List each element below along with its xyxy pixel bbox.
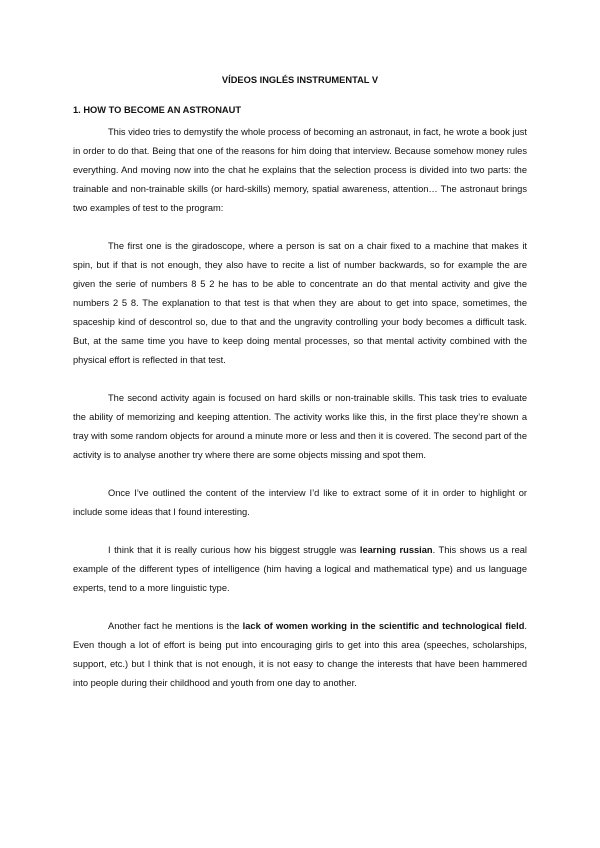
section-heading: 1. HOW TO BECOME AN ASTRONAUT <box>73 105 242 115</box>
paragraph-first-test-text: The first one is the giradoscope, where a person is sat on a chair fixed to a machine that makes it spin, but if that is not enough, they also have to recite a list of number backwards, so for example the are given the serie of numbers 8 5 2 he has to be able to concentrate an do that mental activity and give the numbers 2 5 8. The explanation to that test is that when they are about to get into space, sometimes, the spaceship kind of descontrol so, due to that and the ungravity controlling your body becomes a difficult task. But, at the same time you have to keep doing mental processes, so that mental activity combined with the physical effort is reflected in that test. <box>73 241 527 365</box>
paragraph-women-text-b: . Even though a lot of effort is being put into encouraging girls to get into this area (speeches, scholarships, support, etc.) but I think that is not enough, it is not easy to change the interests that have been hammered into people during their childhood and youth from one day to another. <box>73 621 527 688</box>
paragraph-second-test <box>73 389 527 465</box>
paragraph-russian-text-a: I think that it is really curious how his biggest struggle was <box>108 545 360 555</box>
paragraph-second-test-text: The second activity again is focused on hard skills or non-trainable skills. This task tries to evaluate the ability of memorizing and keeping attention. The activity works like this, in the first place they’re shown a tray with some random objects for around a minute more or less and then it is covered. The second part of the activity is to analyse another try where there are some objects missing and spot them. <box>73 393 527 460</box>
paragraph-outline-text: Once I’ve outlined the content of the interview I’d like to extract some of it in order to highlight or include some ideas that I found interesting. <box>73 488 527 517</box>
paragraph-outline <box>73 484 527 522</box>
document-title: VÍDEOS INGLÉS INSTRUMENTAL V <box>221 75 379 85</box>
paragraph-russian <box>73 541 527 598</box>
paragraph-first-test <box>73 237 527 370</box>
paragraph-russian-bold: learning russian <box>359 545 433 555</box>
paragraph-women <box>73 617 527 693</box>
paragraph-intro <box>73 123 527 218</box>
paragraph-women-bold: lack of women working in the scientific and technological field <box>242 621 525 631</box>
paragraph-women-text-a: Another fact he mentions is the <box>108 621 243 631</box>
paragraph-russian-text-b: . This shows us a real example of the different types of intelligence (him having a logical and mathematical type) and us language experts, tend to a more linguistic type. <box>73 545 527 593</box>
paragraph-intro-text: This video tries to demystify the whole process of becoming an astronaut, in fact, he wrote a book just in order to do that. Being that one of the reasons for him doing that interview. Because somehow money rules everything. And moving now into the chat he explains that the selection process is divided into two parts: the trainable and non-trainable skills (or hard-skills) memory, spatial awareness, attention… The astronaut brings two examples of test to the program: <box>73 127 527 213</box>
